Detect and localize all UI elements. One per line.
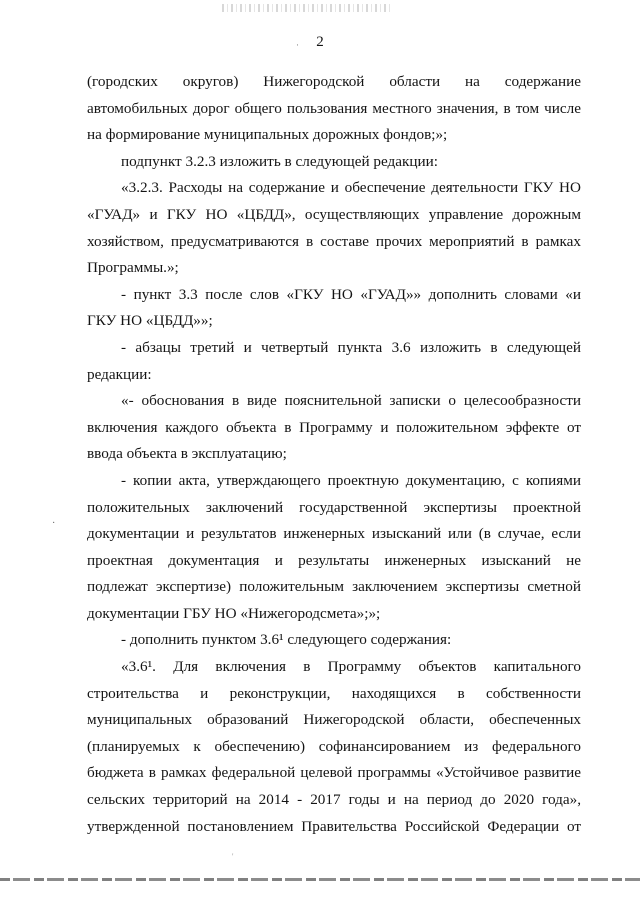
scan-speck: · bbox=[52, 518, 56, 529]
text-line: хозяйством, предусматриваются в составе прочих мероприятий в рамках bbox=[87, 232, 581, 250]
text-line: ГКУ НО «ЦБДД»»; bbox=[87, 312, 213, 330]
text-line: «3.6¹. Для включения в Программу объектов капитального bbox=[121, 658, 581, 676]
text-line: бюджета в рамках федеральной целевой программы «Устойчивое развитие bbox=[87, 764, 581, 782]
text-line: автомобильных дорог общего пользования местного значения, в том числе bbox=[87, 99, 581, 117]
text-line: - пункт 3.3 после слов «ГКУ НО «ГУАД»» дополнить словами «и bbox=[121, 285, 581, 303]
text-line: подпункт 3.2.3 изложить в следующей редакции: bbox=[121, 152, 438, 170]
text-line: документации ГБУ НО «Нижегородсмета»;»; bbox=[87, 604, 381, 622]
page-number: 2 bbox=[316, 34, 324, 50]
scan-speck: ' bbox=[232, 852, 234, 861]
scan-artifact-bottom bbox=[0, 878, 640, 881]
text-line: ввода объекта в эксплуатацию; bbox=[87, 445, 287, 463]
text-line: на формирование муниципальных дорожных фондов;»; bbox=[87, 126, 448, 144]
text-line: (планируемых к обеспечению) софинансированием из федерального bbox=[87, 737, 581, 755]
text-line: положительных заключений государственной экспертизы проектной bbox=[87, 498, 581, 516]
text-line: сельских территорий на 2014 - 2017 годы и на период до 2020 года», bbox=[87, 791, 581, 809]
text-line: (городских округов) Нижегородской области на содержание bbox=[87, 73, 581, 90]
text-line: подлежат экспертизе) положительным заключением экспертизы сметной bbox=[87, 578, 581, 596]
text-line: «ГУАД» и ГКУ НО «ЦБДД», осуществляющих управление дорожным bbox=[87, 205, 581, 223]
text-line: проектная документация и результаты инженерных изысканий не bbox=[87, 551, 581, 569]
text-line: «3.2.3. Расходы на содержание и обеспечение деятельности ГКУ НО bbox=[121, 179, 581, 197]
text-line: муниципальных образований Нижегородской области, обеспеченных bbox=[87, 711, 581, 729]
text-line: включения каждого объекта в Программу и положительном эффекте от bbox=[87, 418, 581, 436]
text-line: - дополнить пунктом 3.6¹ следующего содержания: bbox=[121, 631, 452, 649]
text-line: утвержденной постановлением Правительства Российской Федерации от bbox=[87, 817, 581, 835]
text-line: Программы.»; bbox=[87, 259, 179, 277]
text-line: - копии акта, утверждающего проектную документацию, с копиями bbox=[121, 471, 581, 489]
text-line: документации и результатов инженерных изысканий или (в случае, если bbox=[87, 525, 581, 543]
text-line: редакции: bbox=[87, 365, 152, 383]
text-line: «- обоснования в виде пояснительной записки о целесообразности bbox=[121, 392, 581, 410]
scan-artifact-top bbox=[222, 4, 392, 12]
text-line: - абзацы третий и четвертый пункта 3.6 изложить в следующей bbox=[121, 338, 581, 356]
text-line: строительства и реконструкции, находящихся в собственности bbox=[87, 684, 581, 702]
scan-speck: · bbox=[296, 40, 299, 50]
body-text bbox=[87, 69, 581, 840]
